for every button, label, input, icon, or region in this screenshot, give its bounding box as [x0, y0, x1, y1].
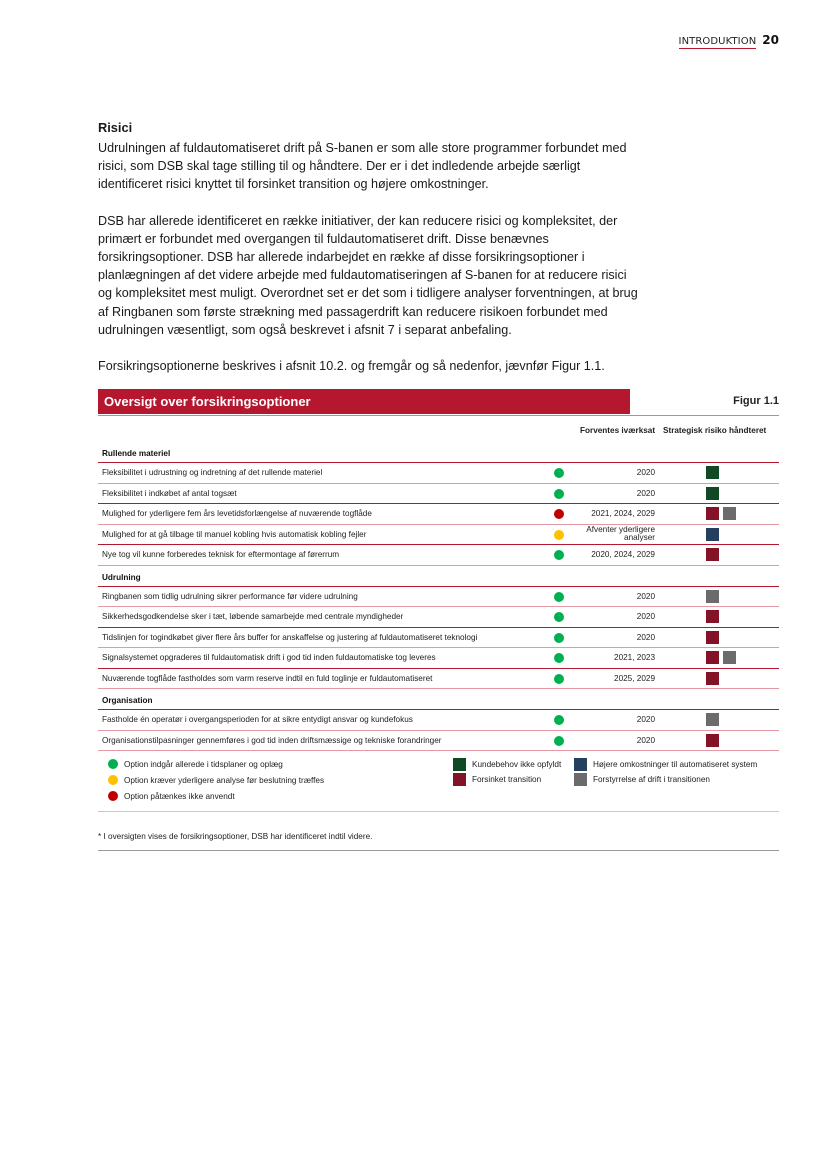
yellow-dot-icon: [108, 775, 118, 785]
start-year: 2020: [636, 735, 655, 745]
green-dot-icon: [108, 759, 118, 769]
column-header-start: Forventes iværksat: [580, 426, 656, 435]
table-row: [98, 709, 779, 730]
table-row: [98, 606, 779, 627]
option-label: Nye tog vil kunne forberedes teknisk for eftermontage af førerrum: [102, 550, 340, 559]
section-heading: Risici: [98, 120, 133, 135]
start-year: 2020: [636, 612, 655, 621]
option-label: Mulighed for yderligere fem års levetidsforlængelse af nuværende togflåde: [102, 509, 372, 518]
start-year: 2020, 2024, 2029: [591, 550, 655, 559]
risk-markers: [706, 507, 736, 520]
group-title: Organisation: [102, 696, 153, 705]
table-row: [98, 668, 779, 689]
article: [98, 119, 643, 393]
legend-item-delay: Forsinket transition: [453, 773, 541, 786]
green-status-dot-icon: [554, 633, 564, 643]
start-year: 2020: [636, 468, 655, 477]
start-year: 2020: [636, 488, 655, 498]
delay-risk-square-icon: [706, 631, 719, 644]
table-row: [98, 544, 779, 565]
delay-risk-square-icon: [706, 672, 719, 685]
green-status-dot-icon: [554, 468, 564, 478]
section-link[interactable]: INTRODUKTION: [678, 36, 757, 47]
green-status-dot-icon: [554, 612, 564, 622]
start-year: Afventer yderligere analyser: [586, 524, 655, 542]
option-label: Mulighed for at gå tilbage til manuel kobling hvis automatisk kobling fejler: [102, 529, 367, 539]
customer-risk-square-icon: [706, 466, 719, 479]
start-year: 2020: [636, 715, 655, 724]
column-headers: [98, 416, 779, 442]
figure-insurance-options: [98, 389, 779, 851]
figure-header: [98, 389, 779, 416]
paragraph: Forsikringsoptionerne beskrives i afsnit 10.2. og fremgår og så nedenfor, jævnfør Figur 1.1.: [98, 359, 605, 374]
green-status-dot-icon: [554, 715, 564, 725]
delay-risk-square-icon: [706, 651, 719, 664]
green-status-dot-icon: [554, 592, 564, 602]
risk-markers: [706, 466, 719, 479]
group-title: Rullende materiel: [102, 449, 171, 458]
legend-item-green: Option indgår allerede i tidsplaner og oplæg: [108, 759, 283, 769]
red-dot-icon: [108, 791, 118, 801]
delay-risk-square-icon: [706, 507, 719, 520]
page-header: [679, 33, 779, 49]
disruption-risk-square-icon: [706, 590, 719, 603]
table-row: [98, 462, 779, 483]
risk-markers: [706, 651, 736, 664]
start-year: 2020: [636, 591, 655, 601]
green-status-dot-icon: [554, 736, 564, 746]
paragraph: DSB har allerede identificeret en række initiativer, der kan reducere risici og kompleksitet, der primært er forbundet med overgangen til fuldautomatiseret drift. Disse benævnes forsikringsoptioner. DSB har allerede indarbejdet en række af disse forsikringsoptioner i planlægningen af det videre arbejde med fuldautomatiseringen af S-banen for at reducere risici og kompleksitet mest muligt. Overordnet set er det som i tidligere analyser forventningen, at brug af Ringbanen som første strækning med passagerdrift kan reducere risikoen forbundet med udrulningen væsentligt, som også beskrevet i afsnit 7 i separat anbefaling.: [98, 213, 638, 337]
table-row: [98, 647, 779, 668]
green-status-dot-icon: [554, 653, 564, 663]
green-status-dot-icon: [554, 550, 564, 560]
option-label: Tidslinjen for togindkøbet giver flere års buffer for anskaffelse og justering af fuldautomatiseret teknologi: [102, 632, 478, 642]
cost-risk-square-icon: [706, 528, 719, 541]
risk-markers: [706, 528, 719, 541]
footnote: * I oversigten vises de forsikringsoptioner, DSB har identificeret indtil videre.: [98, 812, 779, 851]
customer-risk-square-icon: [706, 487, 719, 500]
group-divider: [98, 750, 779, 751]
table-row: [98, 730, 779, 751]
green-status-dot-icon: [554, 489, 564, 499]
delay-risk-square-icon: [706, 734, 719, 747]
disruption-risk-square-icon: [723, 651, 736, 664]
option-label: Sikkerhedsgodkendelse sker i tæt, løbende samarbejde med centrale myndigheder: [102, 612, 404, 621]
option-label: Organisationstilpasninger gennemføres i god tid inden driftsmæssige og tekniske forandringer: [102, 735, 442, 745]
disruption-risk-square-icon: [723, 507, 736, 520]
red-square-icon: [453, 773, 466, 786]
delay-risk-square-icon: [706, 548, 719, 561]
table-row: [98, 627, 779, 648]
risk-markers: [706, 487, 719, 500]
legend-item-customer: Kundebehov ikke opfyldt: [453, 758, 561, 771]
table-row: [98, 483, 779, 504]
option-label: Fleksibilitet i indkøbet af antal togsæt: [102, 488, 237, 498]
legend-item-yellow: Option kræver yderligere analyse før beslutning træffes: [108, 775, 324, 785]
green-status-dot-icon: [554, 674, 564, 684]
options-table: [98, 442, 779, 751]
disruption-risk-square-icon: [706, 713, 719, 726]
red-status-dot-icon: [554, 509, 564, 519]
table-row: [98, 586, 779, 607]
risk-markers: [706, 631, 719, 644]
risk-markers: [706, 610, 719, 623]
risk-markers: [706, 548, 719, 561]
table-row: [98, 503, 779, 524]
start-year: 2020: [636, 632, 655, 642]
page-number: 20: [762, 33, 779, 47]
green-square-icon: [453, 758, 466, 771]
risk-markers: [706, 734, 719, 747]
legend: [98, 755, 779, 812]
start-year: 2021, 2023: [614, 653, 655, 662]
option-label: Signalsystemet opgraderes til fuldautomatisk drift i god tid inden fuldautomatiske tog leveres: [102, 653, 436, 662]
figure-title: Oversigt over forsikringsoptioner: [98, 389, 630, 414]
legend-item-cost: Højere omkostninger til automatiseret system: [574, 758, 757, 771]
start-year: 2025, 2029: [614, 673, 655, 683]
option-label: Fastholde én operatør i overgangsperioden for at sikre entydigt ansvar og kundefokus: [102, 715, 413, 724]
group-title: Udrulning: [102, 572, 141, 582]
table-row: [98, 524, 779, 545]
risk-markers: [706, 590, 719, 603]
legend-item-disruption: Forstyrrelse af drift i transitionen: [574, 773, 710, 786]
paragraph: Udrulningen af fuldautomatiseret drift på S-banen er som alle store programmer forbundet med risici, som DSB skal tage stilling til og håndtere. Der er i det indledende arbejde særligt identificeret risici knyttet til forsinket transition og højere omkostninger.: [98, 141, 627, 192]
yellow-status-dot-icon: [554, 530, 564, 540]
risk-markers: [706, 672, 719, 685]
gray-square-icon: [574, 773, 587, 786]
risk-markers: [706, 713, 719, 726]
option-label: Ringbanen som tidlig udrulning sikrer performance før videre udrulning: [102, 591, 358, 601]
column-header-risk: Strategisk risiko håndteret: [663, 426, 767, 435]
delay-risk-square-icon: [706, 610, 719, 623]
legend-item-red: Option påtænkes ikke anvendt: [108, 791, 235, 801]
blue-square-icon: [574, 758, 587, 771]
option-label: Nuværende togflåde fastholdes som varm reserve indtil en fuld toglinje er fuldautomatiseret: [102, 673, 433, 683]
figure-number: Figur 1.1: [733, 395, 779, 407]
option-label: Fleksibilitet i udrustning og indretning af det rullende materiel: [102, 468, 323, 477]
start-year: 2021, 2024, 2029: [591, 509, 655, 518]
